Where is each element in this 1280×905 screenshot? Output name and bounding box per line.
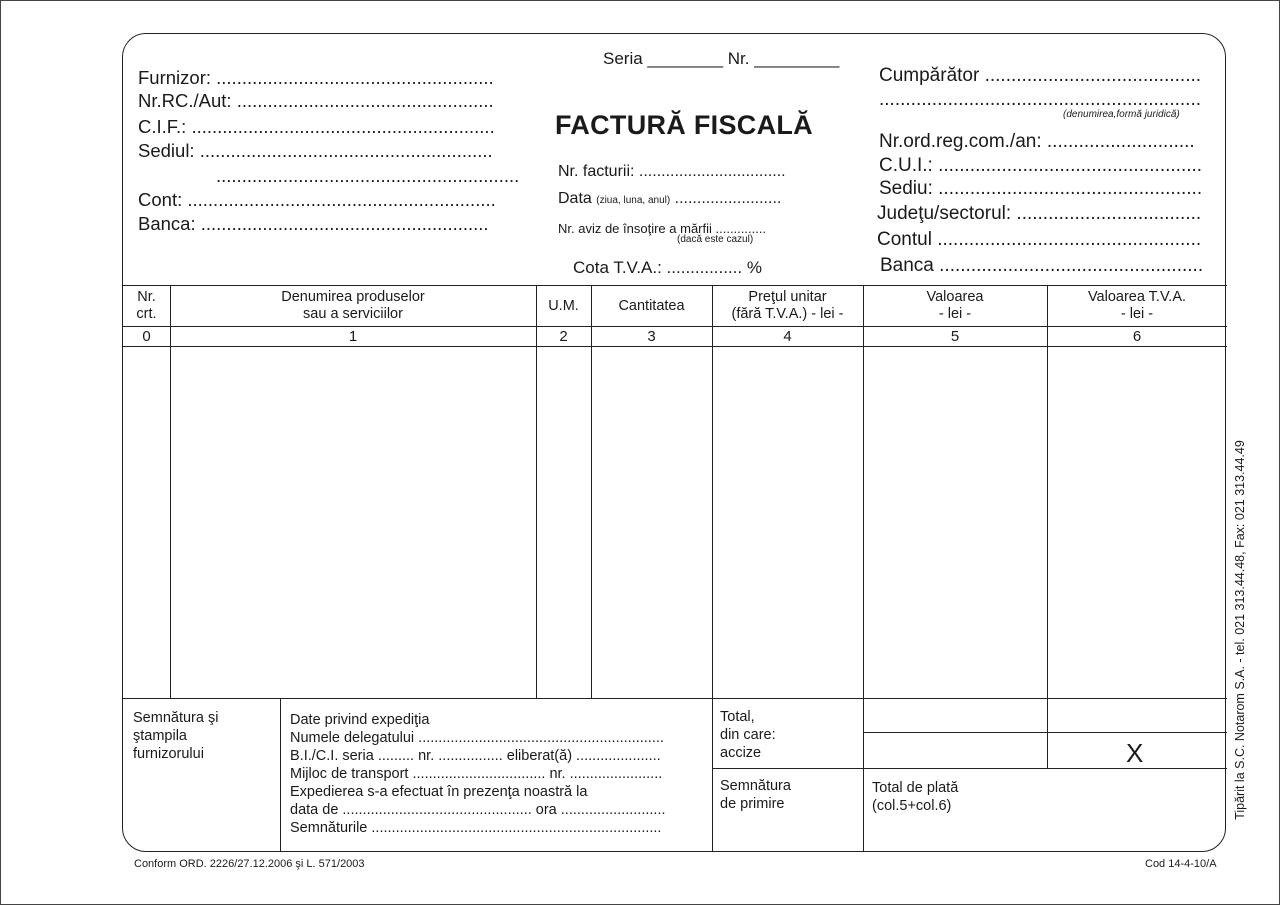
supplier-address-field: Sediul: ......................................................... — [138, 140, 493, 161]
buyer-county-field: Judeţu/sectorul: ................................... — [877, 203, 1202, 224]
buyer-address-field: Sediu: .................................................. — [879, 178, 1203, 199]
header-um: U.M. — [548, 298, 579, 314]
totals-mid-rule — [863, 732, 1227, 733]
buyer-cui-field: C.U.I.: .................................................. — [879, 155, 1203, 176]
date-hint: (ziua, luna, anul) — [596, 195, 671, 206]
header-pret-unitar — [712, 289, 863, 323]
header-nr-crt — [123, 289, 170, 323]
delivery-note-hint: (dacă este cazul) — [677, 234, 754, 245]
shipping-signatures-field: Semnăturile ........................................................................ — [290, 820, 662, 836]
column-number: 3 — [647, 328, 656, 345]
col-divider-0 — [170, 285, 171, 698]
column-number: 0 — [142, 328, 151, 345]
totals-bottom-rule — [712, 768, 1227, 769]
receipt-signature-line2: de primire — [720, 796, 785, 812]
supplier-signature-label — [133, 709, 218, 763]
supplier-cif-field: C.I.F.: ........................................................... — [138, 116, 495, 137]
supplier-name-field: Furnizor: ...................................................... — [138, 67, 494, 88]
shipping-title: Date privind expediţia — [290, 712, 430, 728]
shipping-date-time-field: data de ............................................... ora .......................... — [290, 802, 666, 818]
date-dots: ........................ — [674, 190, 782, 207]
header-tva-line1: Valoarea T.V.A. — [1087, 289, 1187, 305]
supplier-account-field: Cont: ............................................................ — [138, 189, 496, 210]
table-top-rule — [123, 285, 1227, 286]
header-valoarea-line1: Valoarea — [926, 289, 984, 305]
header-denumire-line2: sau a serviciilor — [303, 306, 403, 322]
total-payment-label — [872, 779, 958, 815]
form-code: Cod 14-4-10/A — [1145, 858, 1217, 870]
supplier-bank-field: Banca: ........................................................ — [138, 213, 489, 234]
column-number: 5 — [950, 328, 960, 345]
header-denumire-line1: Denumirea produselor — [281, 289, 425, 305]
body-bottom-rule — [123, 698, 1227, 699]
excise-vat-x-mark: X — [1126, 738, 1144, 768]
col-divider-5 — [1047, 285, 1048, 768]
header-valoarea — [863, 289, 1047, 323]
invoice-number-field: Nr. facturii: ................................. — [558, 163, 786, 180]
receipt-signature-label — [720, 777, 791, 813]
header-pret-line2: (fără T.V.A.) - lei - — [731, 306, 844, 322]
col-divider-4 — [863, 285, 864, 852]
header-valoarea-line2: - lei - — [938, 306, 972, 322]
buyer-name-field: Cumpărător ......................................... — [879, 65, 1202, 86]
header-valoarea-tva — [1047, 289, 1227, 323]
buyer-account-field: Contul .................................................. — [877, 229, 1202, 250]
total-label — [720, 708, 776, 762]
shipping-id-field: B.I./C.I. seria ......... nr. ................ eliberat(ă) ..................... — [290, 748, 661, 764]
header-tva-line2: - lei - — [1120, 306, 1154, 322]
total-line2: din care: — [720, 727, 776, 743]
column-number: 2 — [559, 328, 568, 345]
delivery-note-field: Nr. aviz de însoţire a mărfii .............. — [558, 221, 767, 236]
shipping-presence-text: Expedierea s-a efectuat în prezenţa noastră la — [290, 784, 588, 800]
supplier-address-line2: ........................................................... — [216, 165, 520, 186]
supplier-signature-line1: Semnătura şi — [133, 710, 219, 726]
supplier-signature-line2: ştampila — [133, 728, 187, 744]
invoice-date-field — [558, 190, 781, 208]
header-denumire — [170, 289, 536, 323]
total-payment-line2: (col.5+col.6) — [872, 798, 952, 814]
column-number-rule — [123, 346, 1227, 347]
col-divider-1 — [536, 285, 537, 698]
supplier-rc-field: Nr.RC./Aut: .................................................. — [138, 90, 494, 111]
document-title: FACTURĂ FISCALĂ — [555, 110, 813, 140]
legal-reference: Conform ORD. 2226/27.12.2006 şi L. 571/2003 — [134, 858, 365, 870]
col-divider-3 — [712, 285, 713, 852]
header-nr-crt-line1: Nr. — [137, 289, 156, 305]
printer-note: Tipărit la S.C. Notarom S.A. - tel. 021 313.44.48, Fax: 021 313.44.49 — [1233, 440, 1247, 820]
buyer-name-hint: (denumirea,formă juridică) — [1063, 109, 1180, 120]
column-number: 1 — [348, 328, 358, 345]
buyer-name-line2: ............................................................. — [879, 89, 1202, 110]
buyer-bank-field: Banca .................................................. — [880, 255, 1204, 276]
shipping-data-block — [290, 711, 666, 837]
total-line1: Total, — [720, 709, 755, 725]
column-number: 4 — [783, 328, 792, 345]
header-bottom-rule — [123, 326, 1227, 327]
column-number: 6 — [1132, 328, 1142, 345]
date-label: Data — [558, 190, 592, 207]
supplier-signature-line3: furnizorului — [133, 746, 204, 762]
total-payment-line1: Total de plată — [872, 780, 959, 796]
header-cantitatea: Cantitatea — [618, 298, 685, 314]
shipping-transport-field: Mijloc de transport ................................. nr. ....................... — [290, 766, 663, 782]
header-pret-line1: Preţul unitar — [748, 289, 827, 305]
series-number-field: Seria ________ Nr. _________ — [603, 49, 840, 68]
receipt-signature-line1: Semnătura — [720, 778, 791, 794]
buyer-reg-number-field: Nr.ord.reg.com./an: ............................ — [879, 131, 1195, 152]
vat-rate-field: Cota T.V.A.: ................ % — [573, 258, 762, 277]
shipping-delegate-field: Numele delegatului ............................................................. — [290, 730, 664, 746]
col-divider-2 — [591, 285, 592, 698]
total-line3: accize — [720, 745, 762, 761]
header-nr-crt-line2: crt. — [136, 306, 157, 322]
footer-divider-sign — [280, 698, 281, 852]
